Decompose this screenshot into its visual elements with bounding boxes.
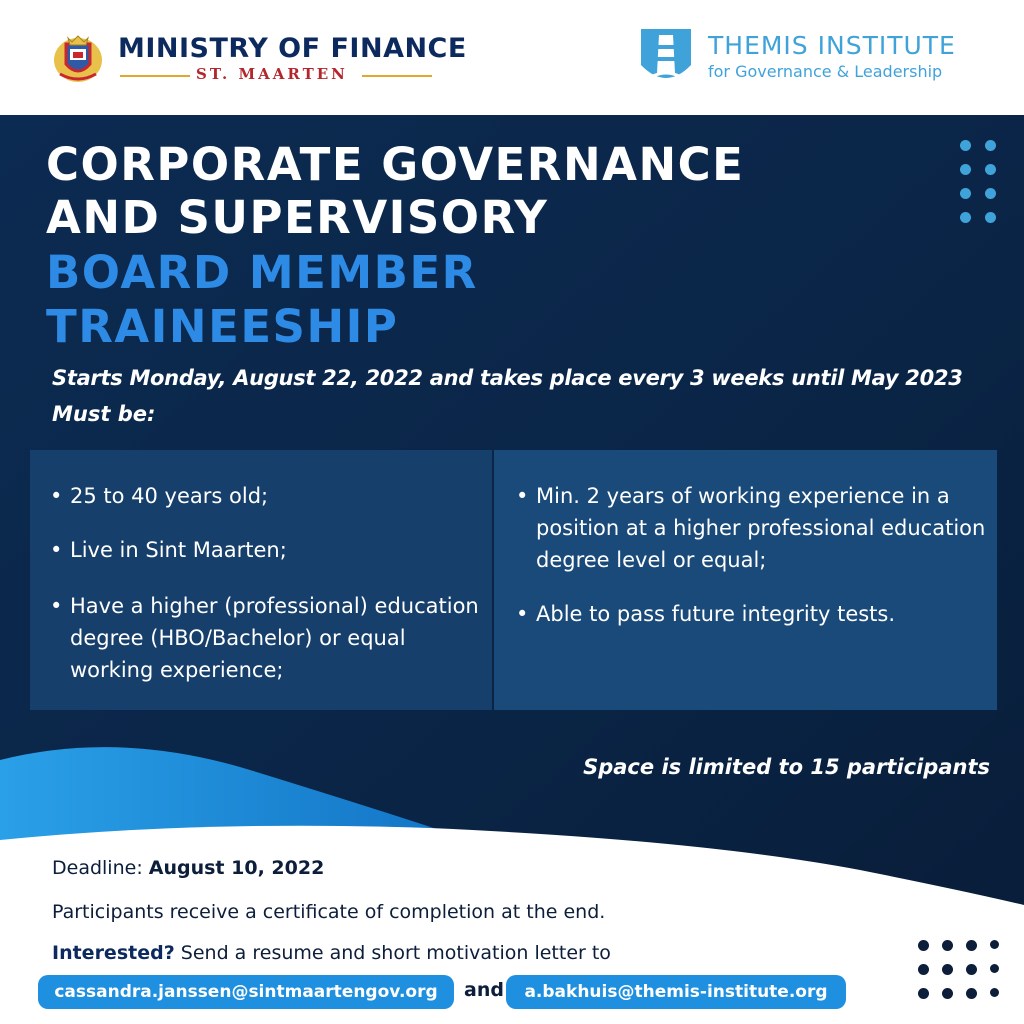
headline-line-4: TRAINEESHIP [46, 300, 399, 353]
bullet-icon: • [516, 602, 529, 626]
requirement-text: Able to pass future integrity tests. [536, 602, 896, 626]
interested-label: Interested? [52, 942, 175, 964]
institute-subtitle: for Governance & Leadership [708, 62, 943, 81]
headline-line-3: BOARD MEMBER [46, 246, 478, 299]
requirement-item [516, 598, 986, 630]
decorative-dots-top [960, 140, 1000, 226]
requirement-item [50, 590, 485, 686]
bullet-icon: • [50, 484, 63, 508]
requirement-text: Min. 2 years of working experience in a position at a higher professional education degree level or equal; [536, 484, 986, 572]
deadline [52, 857, 324, 879]
ministry-title: MINISTRY OF FINANCE [118, 33, 467, 64]
start-date-text: Starts Monday, August 22, 2022 and takes place every 3 weeks until May 2023 [52, 366, 963, 390]
requirement-item [50, 534, 470, 566]
email-link-bakhuis[interactable]: a.bakhuis@themis-institute.org [506, 975, 846, 1009]
requirement-item [50, 480, 470, 512]
email-link-cassandra[interactable]: cassandra.janssen@sintmaartengov.org [38, 975, 454, 1009]
interested-text: Send a resume and short motivation letter to [180, 942, 611, 964]
requirement-item [516, 480, 986, 576]
deadline-date: August 10, 2022 [148, 857, 325, 879]
requirements-right-box [494, 450, 997, 710]
and-text: and [464, 979, 504, 1001]
bullet-icon: • [50, 594, 63, 618]
requirement-text: Live in Sint Maarten; [70, 538, 287, 562]
requirement-text: 25 to 40 years old; [70, 484, 269, 508]
ministry-subtitle: ST. MAARTEN [196, 65, 348, 83]
requirement-text: Have a higher (professional) education degree (HBO/Bachelor) or equal working experience; [70, 594, 479, 682]
participant-limit-text: Space is limited to 15 participants [583, 755, 990, 779]
decorative-dots-bottom [918, 940, 998, 1000]
institute-title: THEMIS INSTITUTE [708, 31, 956, 60]
deadline-label: Deadline: [52, 857, 143, 879]
must-be-label: Must be: [52, 402, 156, 426]
bullet-icon: • [516, 484, 529, 508]
headline-line-2: AND SUPERVISORY [46, 191, 549, 244]
headline-line-1: CORPORATE GOVERNANCE [46, 138, 745, 191]
interested-note [52, 942, 611, 964]
bullet-icon: • [50, 538, 63, 562]
certificate-note: Participants receive a certificate of completion at the end. [52, 901, 606, 923]
requirements-left-box [30, 450, 492, 710]
